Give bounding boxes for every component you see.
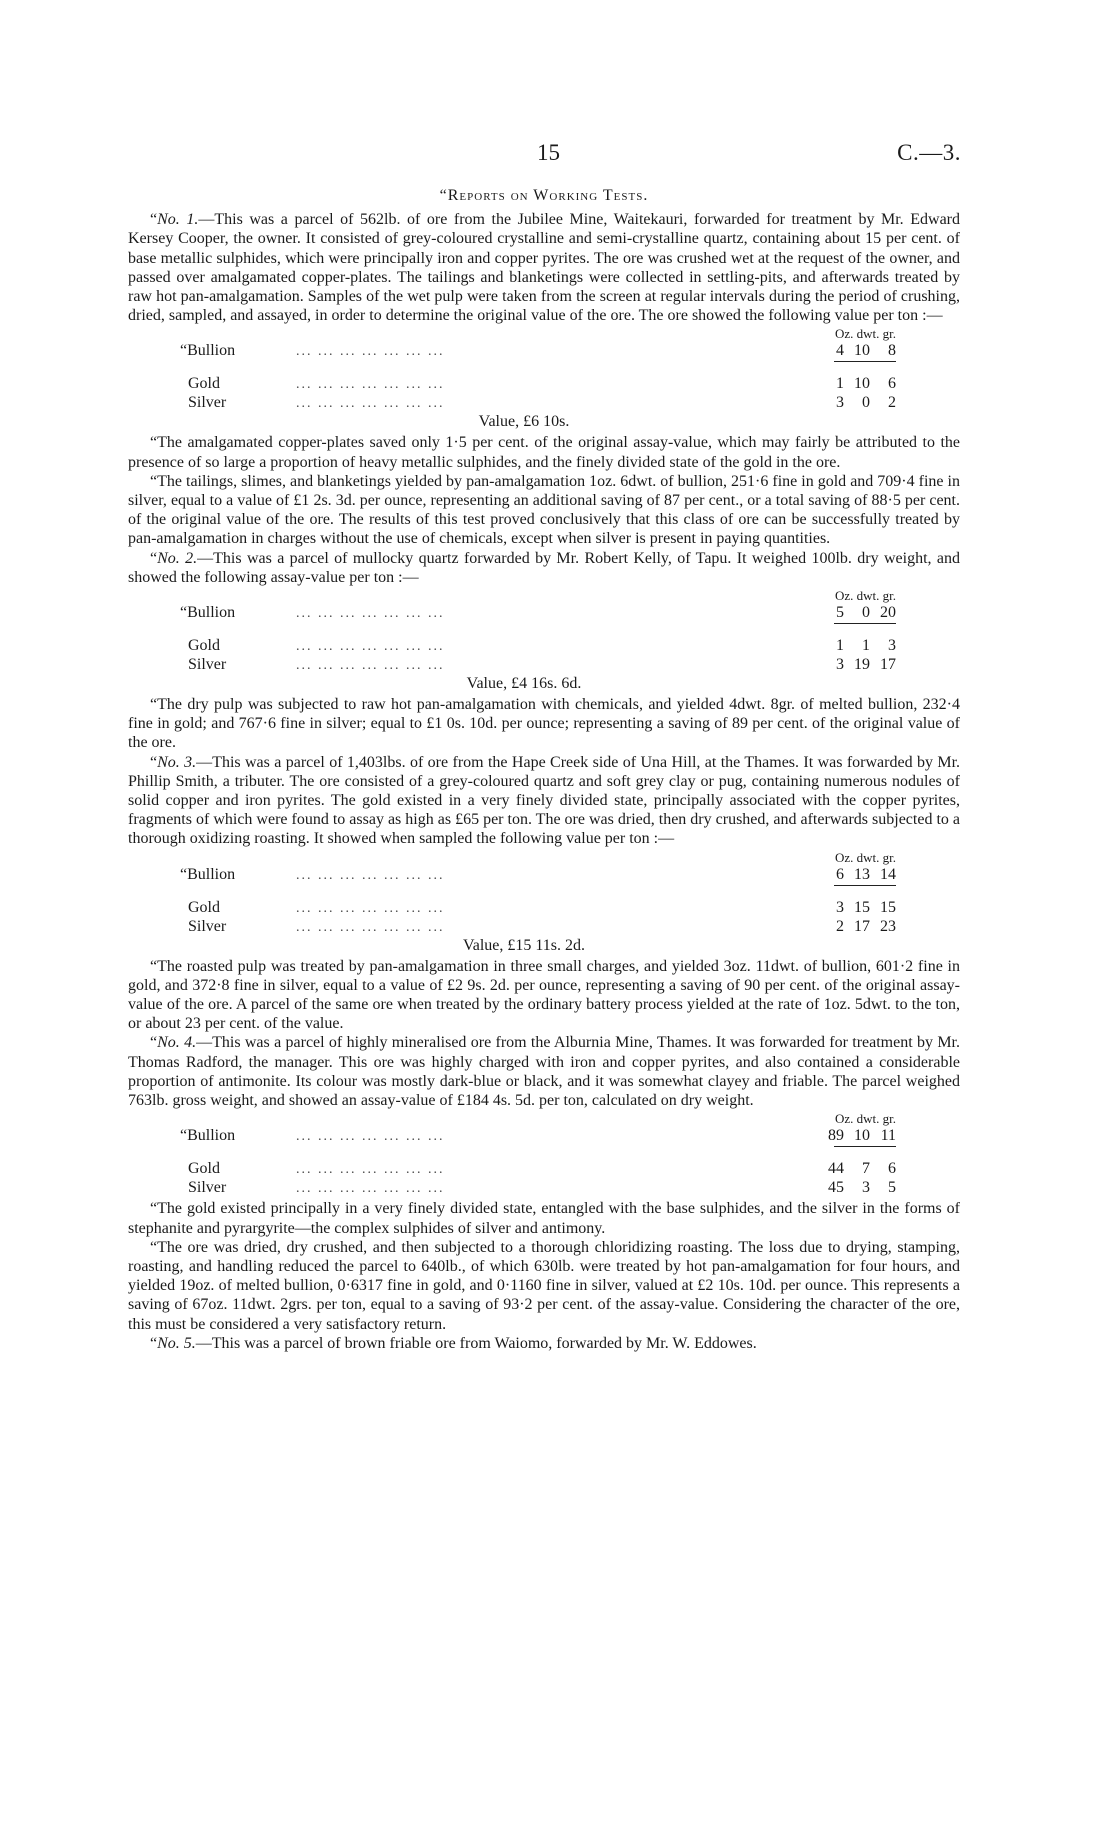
test-number: No. 4.	[157, 1034, 197, 1052]
assay-table	[128, 589, 960, 693]
assay-value: Value, £4 16s. 6d.	[466, 675, 582, 693]
assay-value: Value, £15 11s. 2d.	[462, 936, 586, 954]
paragraph: “The tailings, slimes, and blanketings yielded by pan-amalgamation 1oz. 6dwt. of bullion, 251·6 fine in gold and 709·4 fine in silver, equal to a value of £1 2s. 3d. per ounce, representing an additional saving of 87 per cent., or a total saving of 88·5 per cent. of the original value of the ore. The results of this test proved conclusively that this class of ore can be successfully treated by pan-amalgamation in charges without the use of chemicals, except when silver is present in paying quantities.	[128, 472, 960, 548]
test-number: No. 2.	[157, 549, 198, 567]
gold-row: Gold ... ... ... ... ... ... ... 3 15 15	[188, 898, 896, 916]
units-header: Oz. dwt. gr.	[834, 588, 896, 604]
document-reference: C.—3.	[897, 140, 961, 165]
paragraph: “The ore was dried, dry crushed, and then subjected to a thorough chloridizing roasting. The loss due to drying, stamping, roasting, and handling reduced the parcel to 640lb., of which 630lb. were treated by hot pan-amalgamation for four hours, and yielded 19oz. of melted bullion, 0·6317 fine in gold, and 0·1160 fine in silver, valued at £2 10s. 10d. per ounce. This represents a saving of 67oz. 11dwt. 2grs. per ton, equal to a saving of 93·2 per cent. of the assay-value. Considering the character of the ore, this must be considered a very satisfactory return.	[128, 1238, 960, 1333]
units-header: Oz. dwt. gr.	[834, 849, 896, 865]
report-body	[128, 186, 960, 1353]
total-rule	[834, 885, 896, 886]
test-number: No. 5.	[157, 1334, 196, 1352]
total-rule	[834, 623, 896, 624]
bullion-row: “Bullion ... ... ... ... ... ... ... 4 10 8	[180, 342, 896, 360]
bullion-row: “Bullion ... ... ... ... ... ... ... 6 13 14	[180, 865, 896, 883]
units-header: Oz. dwt. gr.	[834, 326, 896, 342]
assay-table	[128, 851, 960, 955]
bullion-row: “Bullion ... ... ... ... ... ... ... 5 0 20	[180, 604, 896, 622]
page-number: 15	[537, 140, 560, 165]
test-intro: “No. 5.—This was a parcel of brown friable ore from Waiomo, forwarded by Mr. W. Eddowes.	[150, 1334, 757, 1352]
paragraph: “The gold existed principally in a very finely divided state, entangled with the base sulphides, and the silver in the forms of stephanite and pyrargyrite—the complex sulphides of silver and antimony.	[128, 1200, 960, 1237]
bullion-row: “Bullion ... ... ... ... ... ... ... 89 10 11	[180, 1127, 896, 1145]
paragraph: “The dry pulp was subjected to raw hot pan-amalgamation with chemicals, and yielded 4dwt. 8gr. of melted bullion, 232·4 fine in gold; and 767·6 fine in silver; equal to £1 0s. 10d. per ounce; representing a saving of 89 per cent. of the original value of the ore.	[128, 696, 960, 752]
gold-row: Gold ... ... ... ... ... ... ... 44 7 6	[188, 1160, 896, 1178]
section-title: “Reports on Working Tests.	[439, 187, 649, 204]
silver-row: Silver ... ... ... ... ... ... ... 3 19 17	[188, 656, 896, 674]
test-intro: “No. 4.—This was a parcel of highly mineralised ore from the Alburnia Mine, Thames. It was forwarded for treatment by Mr. Thomas Radford, the manager. This ore was highly charged with iron and copper pyrites, and also contained a considerable proportion of antimonite. Its colour was mostly dark-blue or black, and it was somewhat clayey and friable. The parcel weighed 763lb. gross weight, and showed an assay-value of £184 4s. 5d. per ton, calculated on dry weight.	[128, 1034, 960, 1110]
assay-table	[128, 327, 960, 431]
paragraph: “The amalgamated copper-plates saved only 1·5 per cent. of the original assay-value, which may fairly be attributed to the presence of so large a proportion of heavy metallic sulphides, and the finely divided state of the gold in the ore.	[128, 434, 960, 471]
silver-row: Silver ... ... ... ... ... ... ... 2 17 23	[188, 917, 896, 935]
test-intro: “No. 3.—This was a parcel of 1,403lbs. of ore from the Hape Creek side of Una Hill, at the Thames. It was forwarded by Mr. Phillip Smith, a tributer. The ore consisted of a grey-coloured quartz and soft grey clay or pug, containing numerous nodules of solid copper and iron pyrites. The gold existed in a very finely divided state, principally associated with the copper pyrites, fragments of which were found to assay as high as £65 per ton. The ore was dried, then dry crushed, and afterwards subjected to a thorough oxidizing roasting. It showed when sampled the following value per ton :—	[128, 753, 961, 848]
page-header	[0, 140, 1114, 170]
test-intro: “No. 1.—This was a parcel of 562lb. of ore from the Jubilee Mine, Waitekauri, forwarded for treatment by Mr. Edward Kersey Cooper, the owner. It consisted of grey-coloured crystalline and semi-crystalline quartz, containing about 15 per cent. of base metallic sulphides, which were principally iron and copper pyrites. The ore was crushed wet at the request of the owner, and passed over amalgamated copper-plates. The tailings and blanketings were collected in settling-pits, and afterwards treated by raw hot pan-amalgamation. Samples of the wet pulp were taken from the screen at regular intervals during the period of crushing, dried, sampled, and assayed, in order to determine the original value of the ore. The ore showed the following value per ton :—	[128, 211, 960, 325]
test-number: No. 3.	[157, 753, 197, 771]
total-rule	[834, 361, 896, 362]
silver-row: Silver ... ... ... ... ... ... ... 45 3 5	[188, 1179, 896, 1197]
total-rule	[834, 1146, 896, 1147]
assay-table	[128, 1112, 960, 1197]
test-intro: “No. 2.—This was a parcel of mullocky quartz forwarded by Mr. Robert Kelly, of Tapu. It weighed 100lb. dry weight, and showed the following assay-value per ton :—	[128, 549, 961, 586]
units-header: Oz. dwt. gr.	[834, 1111, 896, 1127]
gold-row: Gold ... ... ... ... ... ... ... 1 10 6	[188, 375, 896, 393]
paragraph: “The roasted pulp was treated by pan-amalgamation in three small charges, and yielded 3oz. 11dwt. of bullion, 601·2 fine in gold, and 372·8 fine in silver, equal to a value of £2 9s. 2d. per ounce, representing a saving of 90 per cent. of the original assay-value of the ore. A parcel of the same ore when treated by the ordinary battery process yielded at the rate of 1oz. 5dwt. to the ton, or about 23 per cent. of the value.	[128, 957, 960, 1033]
assay-value: Value, £6 10s.	[478, 413, 570, 431]
gold-row: Gold ... ... ... ... ... ... ... 1 1 3	[188, 637, 896, 655]
silver-row: Silver ... ... ... ... ... ... ... 3 0 2	[188, 394, 896, 412]
test-number: No. 1.	[157, 211, 199, 229]
